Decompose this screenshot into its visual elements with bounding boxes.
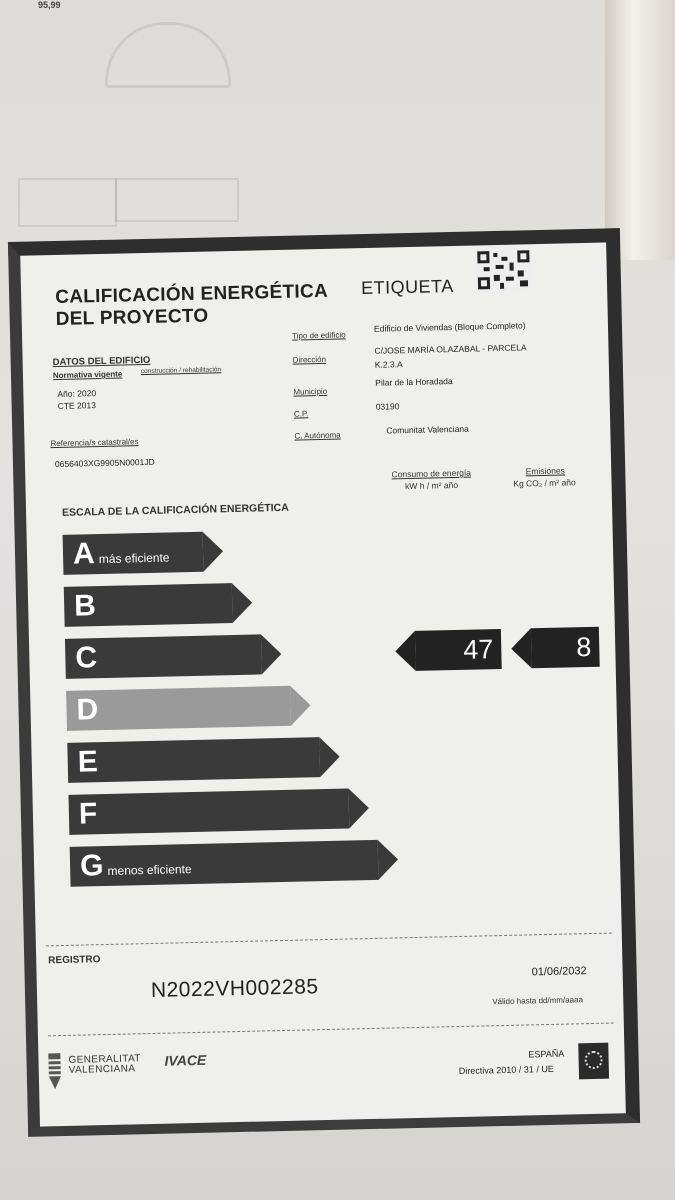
emisiones-value: 8 [575, 631, 592, 662]
scale-bar-f [68, 788, 349, 834]
direccion-value-line2: K.2.3.A [374, 359, 403, 370]
scale-tip-d [290, 685, 311, 725]
scale-letter-d: D [76, 693, 99, 727]
ivace-logo: IVACE [164, 1051, 207, 1069]
eu-flag-icon [578, 1043, 609, 1080]
cp-value: 03190 [375, 401, 400, 412]
generalitat-text [68, 1054, 141, 1076]
qr-code-icon [475, 248, 532, 291]
gv-line2: VALENCIANA [68, 1063, 136, 1076]
registro-label: REGISTRO [48, 954, 101, 967]
etiqueta-heading: ETIQUETA [360, 275, 454, 299]
scale-letter-f: F [78, 797, 98, 831]
valid-date: 01/06/2032 [531, 965, 587, 979]
scale-title: ESCALA DE LA CALIFICACIÓN ENERGÉTICA [61, 501, 289, 519]
consumo-unit: kW h / m² año [404, 479, 459, 492]
footer-divider [48, 1023, 614, 1037]
page-corner-number: 95,99 [38, 0, 61, 10]
directiva-label: Directiva 2010 / 31 / UE [458, 1063, 554, 1077]
espana-label: ESPAÑA [528, 1048, 565, 1060]
anio-value: Año: 2020 [57, 388, 97, 399]
direccion-value-line1: C/JOSE MARÍA OLAZABAL - PARCELA [374, 342, 527, 356]
scale-tip-c [261, 634, 282, 674]
emisiones-indicator [531, 627, 600, 669]
scale-tip-b [232, 583, 253, 623]
scale-letter-e: E [77, 745, 99, 779]
scale-bar-c [65, 634, 262, 678]
normativa-sub: construcción / rehabilitación [140, 366, 222, 376]
label-content [20, 242, 626, 1126]
scale-bar-d [66, 686, 291, 731]
generalitat-shield-icon [46, 1053, 63, 1089]
consumo-value: 47 [462, 633, 494, 665]
generalitat-logo [46, 1051, 167, 1094]
cte-value: CTE 2013 [57, 400, 97, 411]
referencia-label: Referencia/s catastral/es [50, 437, 139, 449]
scale-letter-b: B [73, 589, 97, 623]
scale-bar-e [67, 737, 320, 783]
referencia-value: 0656403XG9905N0001JD [54, 456, 155, 470]
tipo-edificio-value: Edificio de Viviendas (Bloque Completo) [373, 320, 526, 334]
scale-tip-g [378, 839, 399, 879]
valid-until-caption: Válido hasta dd/mm/aaaa [492, 995, 584, 1007]
title-line-1: CALIFICACIÓN ENERGÉTICA [54, 280, 329, 308]
datos-edificio-heading: DATOS DEL EDIFICIO [52, 354, 151, 369]
municipio-value: Pilar de la Horadada [375, 376, 453, 388]
scale-letter-c: C [75, 641, 98, 675]
scale-sub-a: más eficiente [98, 550, 170, 567]
bleed-through-logo [115, 178, 239, 222]
autonoma-label: C. Autónoma [294, 430, 341, 441]
scale-bar-b [64, 583, 233, 627]
municipio-label: Municipio [293, 386, 328, 397]
scale-bar-a [63, 532, 204, 575]
emisiones-header: Emisiones [525, 465, 565, 477]
book-edge [605, 0, 675, 260]
energy-label [8, 228, 640, 1137]
scale-sub-g: menos eficiente [107, 862, 192, 878]
consumo-header: Consumo de energía [391, 467, 472, 480]
consumo-indicator-tip [395, 631, 416, 671]
emisiones-indicator-tip [511, 628, 532, 668]
gv-line1: GENERALITAT [68, 1053, 141, 1066]
cp-label: C.P. [293, 409, 309, 419]
direccion-label: Dirección [292, 354, 327, 365]
emisiones-unit: Kg CO₂ / m² año [513, 477, 576, 489]
registro-number: N2022VH002285 [150, 975, 319, 1003]
consumo-indicator [415, 629, 502, 671]
scale-tip-e [319, 737, 340, 777]
scale-letter-g: G [79, 849, 104, 883]
scale-tip-f [348, 788, 369, 828]
autonoma-value: Comunitat Valenciana [386, 423, 469, 436]
scale-bar-g [70, 840, 379, 887]
bleed-through-mark [18, 178, 117, 227]
scale-tip-a [203, 531, 224, 571]
eu-stars-ring [584, 1051, 602, 1069]
scale-letter-a: A [72, 537, 96, 571]
normativa-label: Normativa vigente [52, 369, 123, 381]
tipo-edificio-label: Tipo de edificio [292, 330, 346, 341]
title-line-2: DEL PROYECTO [55, 305, 209, 330]
registro-divider [46, 933, 612, 947]
